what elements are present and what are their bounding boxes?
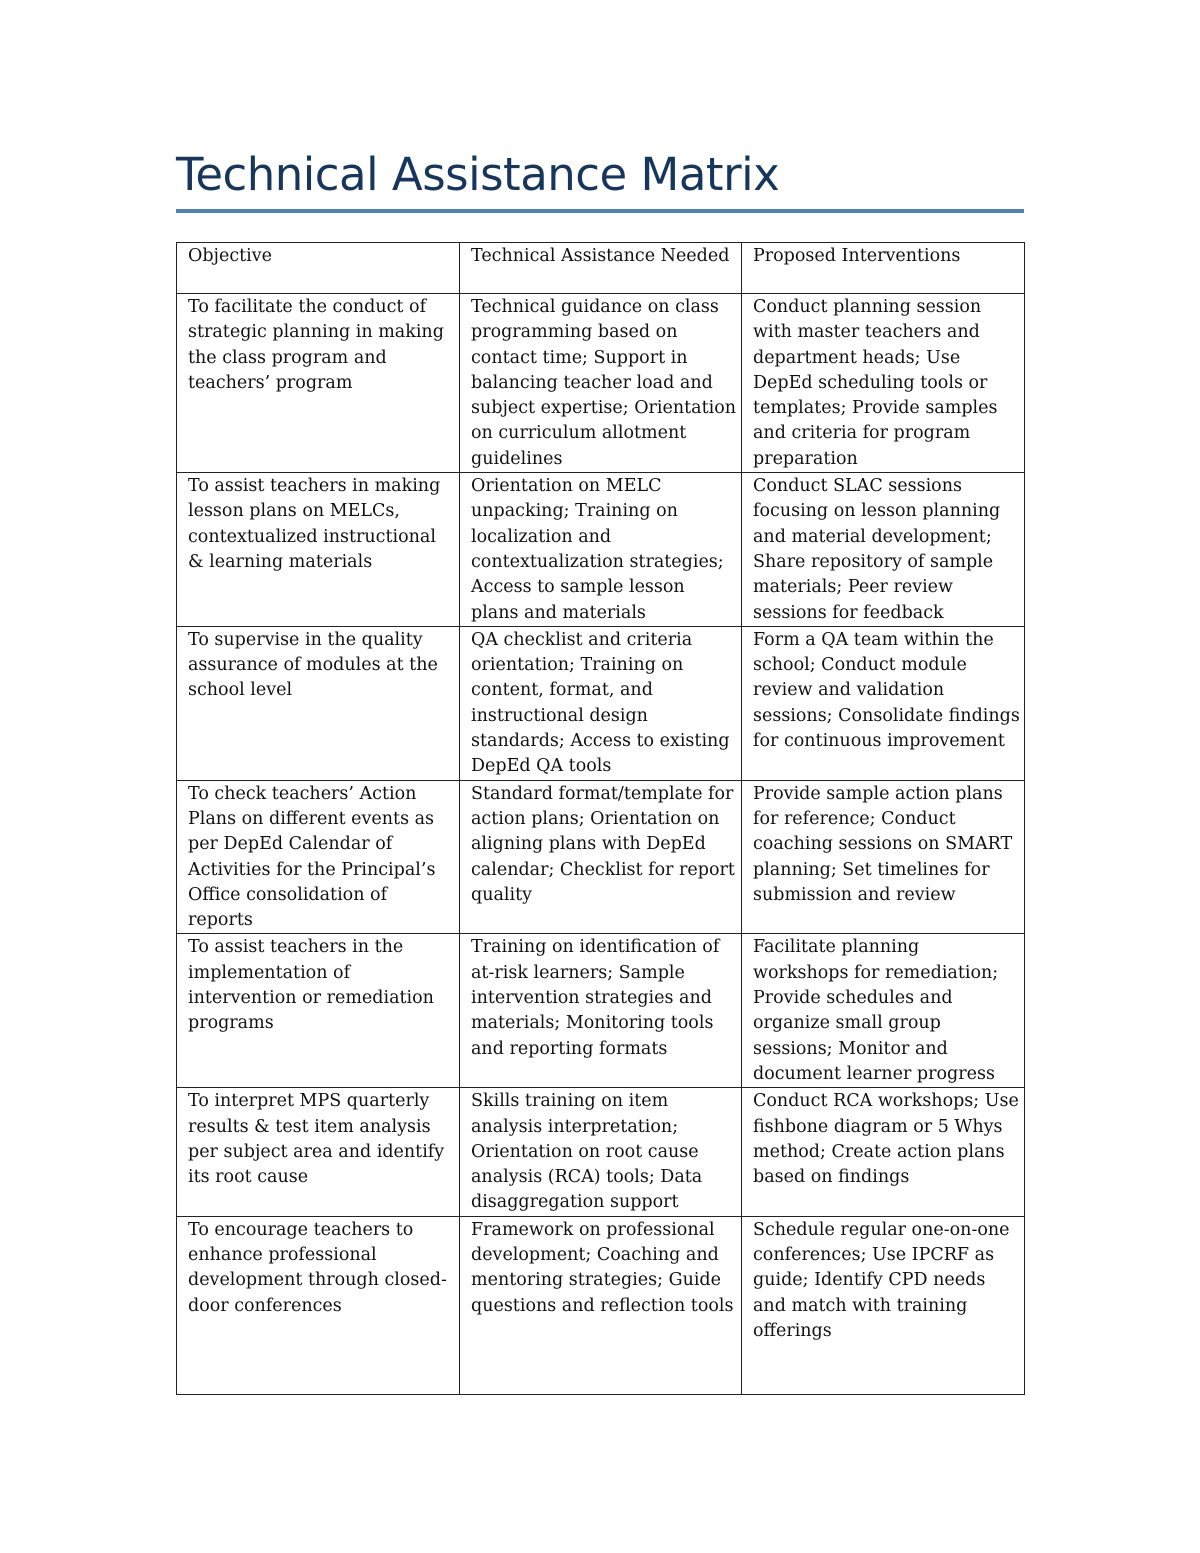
objective-cell: To assist teachers in making lesson plans on MELCs, contextualized instructional & learning materials — [177, 473, 460, 627]
table-row — [177, 473, 1025, 627]
table-row — [177, 1216, 1025, 1394]
table-row — [177, 1088, 1025, 1216]
objective-cell: To encourage teachers to enhance professional development through closed-door conferences — [177, 1216, 460, 1394]
assistance-cell: Training on identification of at-risk learners; Sample intervention strategies and materials; Monitoring tools and reporting formats — [460, 934, 742, 1088]
objective-cell: To supervise in the quality assurance of modules at the school level — [177, 626, 460, 780]
interventions-cell: Conduct RCA workshops; Use fishbone diagram or 5 Whys method; Create action plans based on findings — [742, 1088, 1025, 1216]
table-row — [177, 294, 1025, 473]
table-row — [177, 626, 1025, 780]
assistance-cell: QA checklist and criteria orientation; Training on content, format, and instructional design standards; Access to existing DepEd QA tools — [460, 626, 742, 780]
technical-assistance-table — [176, 242, 1025, 1395]
table-row — [177, 934, 1025, 1088]
header-technical-assistance: Technical Assistance Needed — [460, 243, 742, 294]
interventions-cell: Facilitate planning workshops for remediation; Provide schedules and organize small group sessions; Monitor and document learner progress — [742, 934, 1025, 1088]
interventions-cell: Schedule regular one-on-one conferences; Use IPCRF as guide; Identify CPD needs and match with training offerings — [742, 1216, 1025, 1394]
header-objective: Objective — [177, 243, 460, 294]
objective-cell: To facilitate the conduct of strategic planning in making the class program and teachers’ program — [177, 294, 460, 473]
interventions-cell: Conduct planning session with master teachers and department heads; Use DepEd scheduling tools or templates; Provide samples and criteria for program preparation — [742, 294, 1025, 473]
assistance-cell: Technical guidance on class programming based on contact time; Support in balancing teacher load and subject expertise; Orientation on curriculum allotment guidelines — [460, 294, 742, 473]
table-header-row — [177, 243, 1025, 294]
objective-cell: To interpret MPS quarterly results & test item analysis per subject area and identify its root cause — [177, 1088, 460, 1216]
assistance-cell: Orientation on MELC unpacking; Training on localization and contextualization strategies; Access to sample lesson plans and materials — [460, 473, 742, 627]
title-underline — [176, 209, 1024, 213]
interventions-cell: Provide sample action plans for reference; Conduct coaching sessions on SMART planning; Set timelines for submission and review — [742, 780, 1025, 934]
assistance-cell: Standard format/template for action plans; Orientation on aligning plans with DepEd calendar; Checklist for report quality — [460, 780, 742, 934]
table-row — [177, 780, 1025, 934]
header-proposed-interventions: Proposed Interventions — [742, 243, 1025, 294]
document-title: Technical Assistance Matrix — [176, 148, 780, 201]
objective-cell: To assist teachers in the implementation of intervention or remediation programs — [177, 934, 460, 1088]
interventions-cell: Form a QA team within the school; Conduct module review and validation sessions; Consolidate findings for continuous improvement — [742, 626, 1025, 780]
assistance-cell: Framework on professional development; Coaching and mentoring strategies; Guide questions and reflection tools — [460, 1216, 742, 1394]
objective-cell: To check teachers’ Action Plans on different events as per DepEd Calendar of Activities for the Principal’s Office consolidation of reports — [177, 780, 460, 934]
assistance-cell: Skills training on item analysis interpretation; Orientation on root cause analysis (RCA) tools; Data disaggregation support — [460, 1088, 742, 1216]
interventions-cell: Conduct SLAC sessions focusing on lesson planning and material development; Share repository of sample materials; Peer review sessions for feedback — [742, 473, 1025, 627]
